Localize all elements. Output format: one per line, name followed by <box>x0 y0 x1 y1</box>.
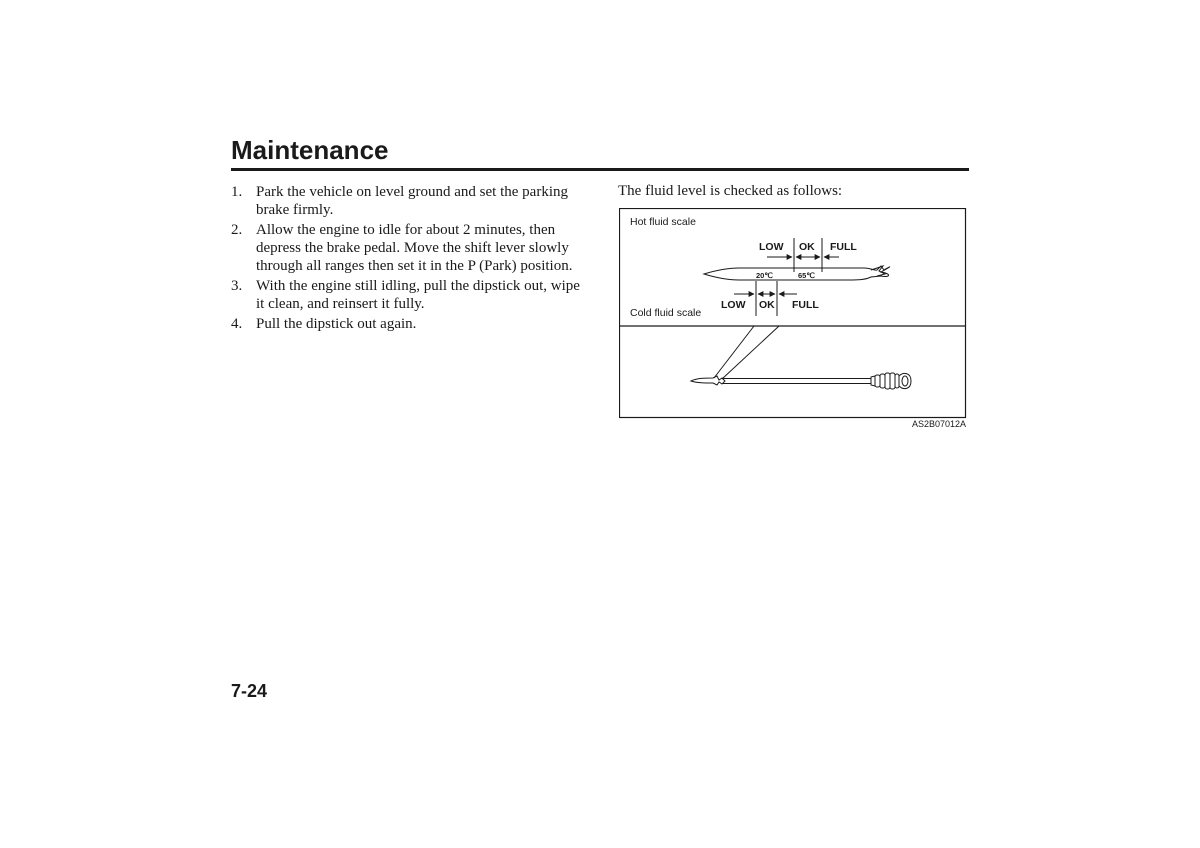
page-number: 7-24 <box>231 681 268 701</box>
title-rule <box>231 168 969 171</box>
temp-20-label: 20℃ <box>756 271 773 280</box>
hot-low-label: LOW <box>759 241 784 253</box>
step-number: 1. <box>231 184 243 200</box>
step-text: With the engine still idling, pull the dipstick out, wipe it clean, and reinsert it fully. <box>256 278 580 312</box>
step-item <box>231 277 591 313</box>
step-item <box>231 183 591 219</box>
dipstick-blade <box>704 266 890 280</box>
step-item <box>231 315 591 333</box>
full-dipstick <box>691 373 911 389</box>
step-number: 4. <box>231 316 243 332</box>
step-text: Pull the dipstick out again. <box>256 316 417 332</box>
step-text: Allow the engine to idle for about 2 minutes, then depress the brake pedal. Move the shift lever slowly through all ranges then set it in the P (Park) position. <box>256 222 573 274</box>
hot-ok-label: OK <box>799 241 815 253</box>
step-item <box>231 221 591 275</box>
cold-low-label: LOW <box>721 299 746 311</box>
step-number: 2. <box>231 222 243 238</box>
cold-scale-marks <box>721 281 819 316</box>
cold-full-label: FULL <box>792 299 819 311</box>
page-title: Maintenance <box>231 135 389 165</box>
hot-full-label: FULL <box>830 241 857 253</box>
cold-ok-label: OK <box>759 299 775 311</box>
temp-65-label: 65℃ <box>798 271 815 280</box>
hot-scale-marks <box>759 238 857 272</box>
figure-intro: The fluid level is checked as follows: <box>618 183 843 199</box>
steps-list <box>231 183 591 335</box>
figure-code: AS2B07012A <box>911 419 966 429</box>
dipstick-illustration <box>619 208 968 419</box>
step-number: 3. <box>231 278 243 294</box>
dipstick-figure <box>619 208 968 419</box>
cold-scale-label: Cold fluid scale <box>630 307 702 319</box>
step-text: Park the vehicle on level ground and set the parking brake firmly. <box>256 184 568 218</box>
hot-scale-label: Hot fluid scale <box>630 216 696 228</box>
